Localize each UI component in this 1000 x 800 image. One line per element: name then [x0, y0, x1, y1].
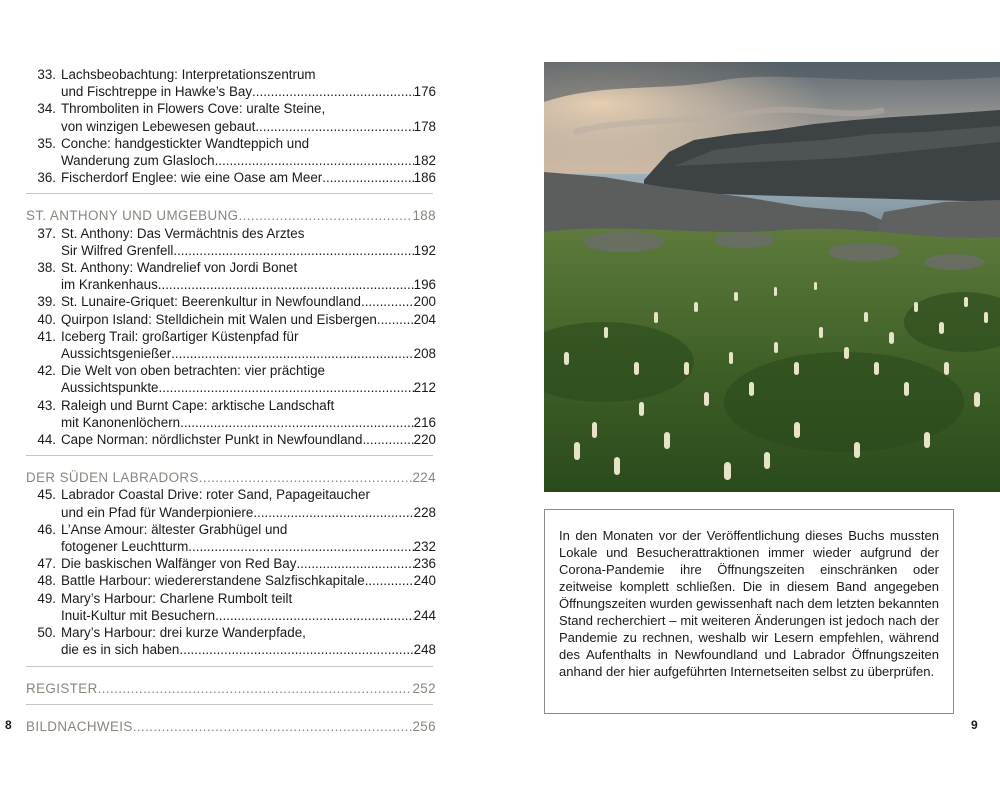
entry-title-line: fotogener Leuchtturm — [61, 539, 189, 555]
toc-entry[interactable] — [26, 169, 436, 186]
entry-title-line: Labrador Coastal Drive: roter Sand, Papageitaucher — [61, 487, 370, 503]
entry-title-line: Sir Wilfred Grenfell — [61, 242, 174, 258]
entry-title-line: Fischerdorf Englee: wie eine Oase am Meer — [61, 170, 323, 186]
entry-body — [61, 311, 436, 328]
entry-last-line — [61, 83, 436, 100]
toc-section-bildnachweis[interactable] — [26, 718, 436, 735]
toc-entry[interactable] — [26, 259, 436, 293]
page-number-right: 9 — [971, 718, 978, 732]
entry-page: 182 — [413, 153, 436, 169]
entry-last-line — [61, 293, 436, 310]
toc-entry[interactable] — [26, 362, 436, 396]
entry-page: 176 — [413, 84, 436, 100]
entry-body — [61, 486, 436, 520]
entry-page: 192 — [413, 242, 436, 258]
section-divider — [26, 193, 433, 194]
toc-section-labrador[interactable] — [26, 469, 436, 486]
entry-title-line: die es in sich haben — [61, 642, 180, 658]
section-title: REGISTER — [26, 680, 98, 696]
entry-last-line — [61, 169, 436, 186]
entry-page: 240 — [413, 573, 436, 589]
entry-number: 44. — [37, 432, 56, 448]
leader-dots — [173, 242, 413, 259]
entry-number: 37. — [37, 225, 56, 241]
entry-body — [61, 521, 436, 555]
entry-last-line — [61, 555, 436, 572]
section-divider — [26, 455, 433, 456]
entry-title-line: L’Anse Amour: ältester Grabhügel und — [61, 521, 288, 537]
entry-body — [61, 431, 436, 448]
entry-number: 39. — [37, 294, 56, 310]
entry-body — [61, 555, 436, 572]
entry-page: 236 — [413, 556, 436, 572]
entry-title-line: Iceberg Trail: großartiger Küstenpfad für — [61, 328, 299, 344]
leader-dots — [159, 379, 414, 396]
entry-number: 34. — [37, 101, 56, 117]
entry-number: 42. — [37, 363, 56, 379]
entry-number: 47. — [37, 556, 56, 572]
toc-entry[interactable] — [26, 521, 436, 555]
entry-last-line — [61, 414, 436, 431]
toc-entry[interactable] — [26, 293, 436, 310]
toc-entry[interactable] — [26, 225, 436, 259]
entry-number: 40. — [37, 311, 56, 327]
page-number-left: 8 — [5, 718, 12, 732]
entry-title-line: Wanderung zum Glasloch — [61, 153, 215, 169]
entry-number: 43. — [37, 397, 56, 413]
toc-entry[interactable] — [26, 328, 436, 362]
entry-title-line: Die Welt von oben betrachten: vier prächtige — [61, 363, 325, 379]
toc-entry[interactable] — [26, 431, 436, 448]
entry-last-line — [61, 345, 436, 362]
section-divider — [26, 704, 433, 705]
entry-number: 33. — [37, 67, 56, 82]
entry-page: 208 — [413, 346, 436, 362]
toc-entry[interactable] — [26, 100, 436, 134]
entry-last-line — [61, 276, 436, 293]
leader-dots — [322, 169, 413, 186]
entry-title-line: Mary’s Harbour: Charlene Rumbolt teilt — [61, 590, 293, 606]
entry-title-line: von winzigen Lebewesen gebaut — [61, 118, 256, 134]
leader-dots — [215, 152, 414, 169]
entry-page: 232 — [413, 539, 436, 555]
leader-dots — [365, 572, 414, 589]
entry-page: 178 — [413, 118, 436, 134]
entry-page: 244 — [413, 607, 436, 623]
entry-title-line: mit Kanonenlöchern — [61, 414, 181, 430]
toc-entry[interactable] — [26, 572, 436, 589]
entry-title-line: und ein Pfad für Wanderpioniere — [61, 504, 254, 520]
entry-page: 196 — [413, 277, 436, 293]
entry-number: 46. — [37, 521, 56, 537]
entry-title-line: St. Lunaire-Griquet: Beerenkultur in Newfoundland — [61, 294, 361, 310]
entry-title-line: Conche: handgestickter Wandteppich und — [61, 135, 310, 151]
section-page: 188 — [412, 208, 436, 224]
entry-title-line: Battle Harbour: wiedererstandene Salzfischkapitale — [61, 573, 365, 589]
entry-title-line: St. Anthony: Wandrelief von Jordi Bonet — [61, 260, 298, 276]
entry-body — [61, 169, 436, 186]
entry-title-line: Lachsbeobachtung: Interpretationszentrum — [61, 67, 316, 82]
entry-page: 228 — [413, 504, 436, 520]
entry-page: 220 — [413, 432, 436, 448]
entry-body — [61, 397, 436, 431]
entry-last-line — [61, 538, 436, 555]
toc-section-register[interactable] — [26, 680, 436, 697]
toc-section-st-anthony[interactable] — [26, 207, 436, 224]
leader-dots — [199, 469, 413, 486]
entry-number: 48. — [37, 573, 56, 589]
entry-last-line — [61, 607, 436, 624]
leader-dots — [296, 555, 413, 572]
entry-page: 216 — [413, 414, 436, 430]
section-title: BILDNACHWEIS — [26, 718, 133, 734]
entry-title-line: Die baskischen Walfänger von Red Bay — [61, 556, 297, 572]
entry-number: 36. — [37, 170, 56, 186]
entry-body — [61, 100, 436, 134]
leader-dots — [252, 83, 414, 100]
entry-body — [61, 293, 436, 310]
entry-title-line: Mary’s Harbour: drei kurze Wanderpfade, — [61, 625, 306, 641]
toc-group-north-peninsula — [26, 66, 436, 186]
entry-title-line: St. Anthony: Das Vermächtnis des Arztes — [61, 225, 305, 241]
leader-dots — [171, 345, 414, 362]
entry-number: 50. — [37, 625, 56, 641]
entry-page: 200 — [413, 294, 436, 310]
entry-title-line: Aussichtspunkte — [61, 380, 159, 396]
entry-title-line: Cape Norman: nördlichster Punkt in Newfoundland — [61, 432, 363, 448]
table-of-contents — [26, 66, 436, 735]
entry-body — [61, 362, 436, 396]
toc-group-labrador — [26, 486, 436, 658]
entry-body — [61, 135, 436, 169]
entry-page: 204 — [413, 311, 436, 327]
entry-number: 38. — [37, 260, 56, 276]
leader-dots — [238, 207, 412, 224]
entry-last-line — [61, 641, 436, 658]
entry-last-line — [61, 431, 436, 448]
entry-title-line: Thromboliten in Flowers Cove: uralte Steine, — [61, 101, 326, 117]
entry-number: 45. — [37, 487, 56, 503]
photo-moor-orchids — [544, 62, 1000, 492]
entry-number: 49. — [37, 590, 56, 606]
leader-dots — [98, 680, 413, 697]
entry-last-line — [61, 152, 436, 169]
leader-dots — [361, 293, 414, 310]
entry-last-line — [61, 242, 436, 259]
entry-last-line — [61, 504, 436, 521]
toc-entry[interactable] — [26, 555, 436, 572]
entry-body — [61, 590, 436, 624]
entry-page: 186 — [413, 170, 436, 186]
toc-entry[interactable] — [26, 590, 436, 624]
entry-last-line — [61, 118, 436, 135]
leader-dots — [158, 276, 414, 293]
section-page: 256 — [412, 718, 436, 734]
toc-entry[interactable] — [26, 135, 436, 169]
entry-body — [61, 572, 436, 589]
leader-dots — [377, 311, 414, 328]
entry-number: 35. — [37, 135, 56, 151]
leader-dots — [133, 718, 413, 735]
entry-title-line: Quirpon Island: Stelldichein mit Walen und Eisbergen — [61, 311, 377, 327]
leader-dots — [255, 118, 413, 135]
info-text: In den Monaten vor der Veröffentlichung dieses Buchs mussten Lokale und Besucherattraktionen immer wieder aufgrund der Corona-Pandemie ihre Öffnungszeiten einschränken oder zeitweise komplett schließen. Die in diesem Band angegeben Öffnungszeiten wurden gewissenhaft nach dem letzten bekannten Stand recherchiert – mit weiteren Änderungen ist jedoch nach der Pandemie zu rechnen, weshalb wir Lesern empfehlen, während des Aufenthalts in Newfoundland und Labrador Öffnungszeiten anhand der hier aufgeführten Internetseiten selbst zu überprüfen. — [559, 528, 939, 679]
leader-dots — [180, 414, 414, 431]
info-box — [544, 509, 954, 714]
entry-body — [61, 66, 436, 100]
leader-dots — [215, 607, 414, 624]
leader-dots — [362, 431, 413, 448]
entry-body — [61, 259, 436, 293]
entry-body — [61, 225, 436, 259]
entry-title-line: Aussichtsgenießer — [61, 346, 172, 362]
section-title: ST. ANTHONY UND UMGEBUNG — [26, 208, 239, 224]
entry-title-line: im Krankenhaus — [61, 277, 158, 293]
leader-dots — [253, 504, 413, 521]
toc-entry[interactable] — [26, 397, 436, 431]
section-divider — [26, 666, 433, 667]
leader-dots — [188, 538, 413, 555]
entry-page: 212 — [413, 380, 436, 396]
toc-entry[interactable] — [26, 486, 436, 520]
toc-entry[interactable] — [26, 66, 436, 100]
section-page: 252 — [412, 680, 436, 696]
entry-body — [61, 624, 436, 658]
leader-dots — [179, 641, 413, 658]
entry-title-line: und Fischtreppe in Hawke’s Bay — [61, 84, 253, 100]
entry-last-line — [61, 572, 436, 589]
entry-last-line — [61, 311, 436, 328]
entry-title-line: Inuit-Kultur mit Besuchern — [61, 607, 216, 623]
entry-page: 248 — [413, 642, 436, 658]
toc-group-st-anthony — [26, 225, 436, 449]
entry-title-line: Raleigh und Burnt Cape: arktische Landschaft — [61, 397, 335, 413]
section-page: 224 — [412, 470, 436, 486]
entry-body — [61, 328, 436, 362]
entry-number: 41. — [37, 328, 56, 344]
landscape-photo — [544, 62, 1000, 492]
entry-last-line — [61, 379, 436, 396]
section-title: DER SÜDEN LABRADORS — [26, 470, 199, 486]
toc-entry[interactable] — [26, 624, 436, 658]
toc-entry[interactable] — [26, 311, 436, 328]
